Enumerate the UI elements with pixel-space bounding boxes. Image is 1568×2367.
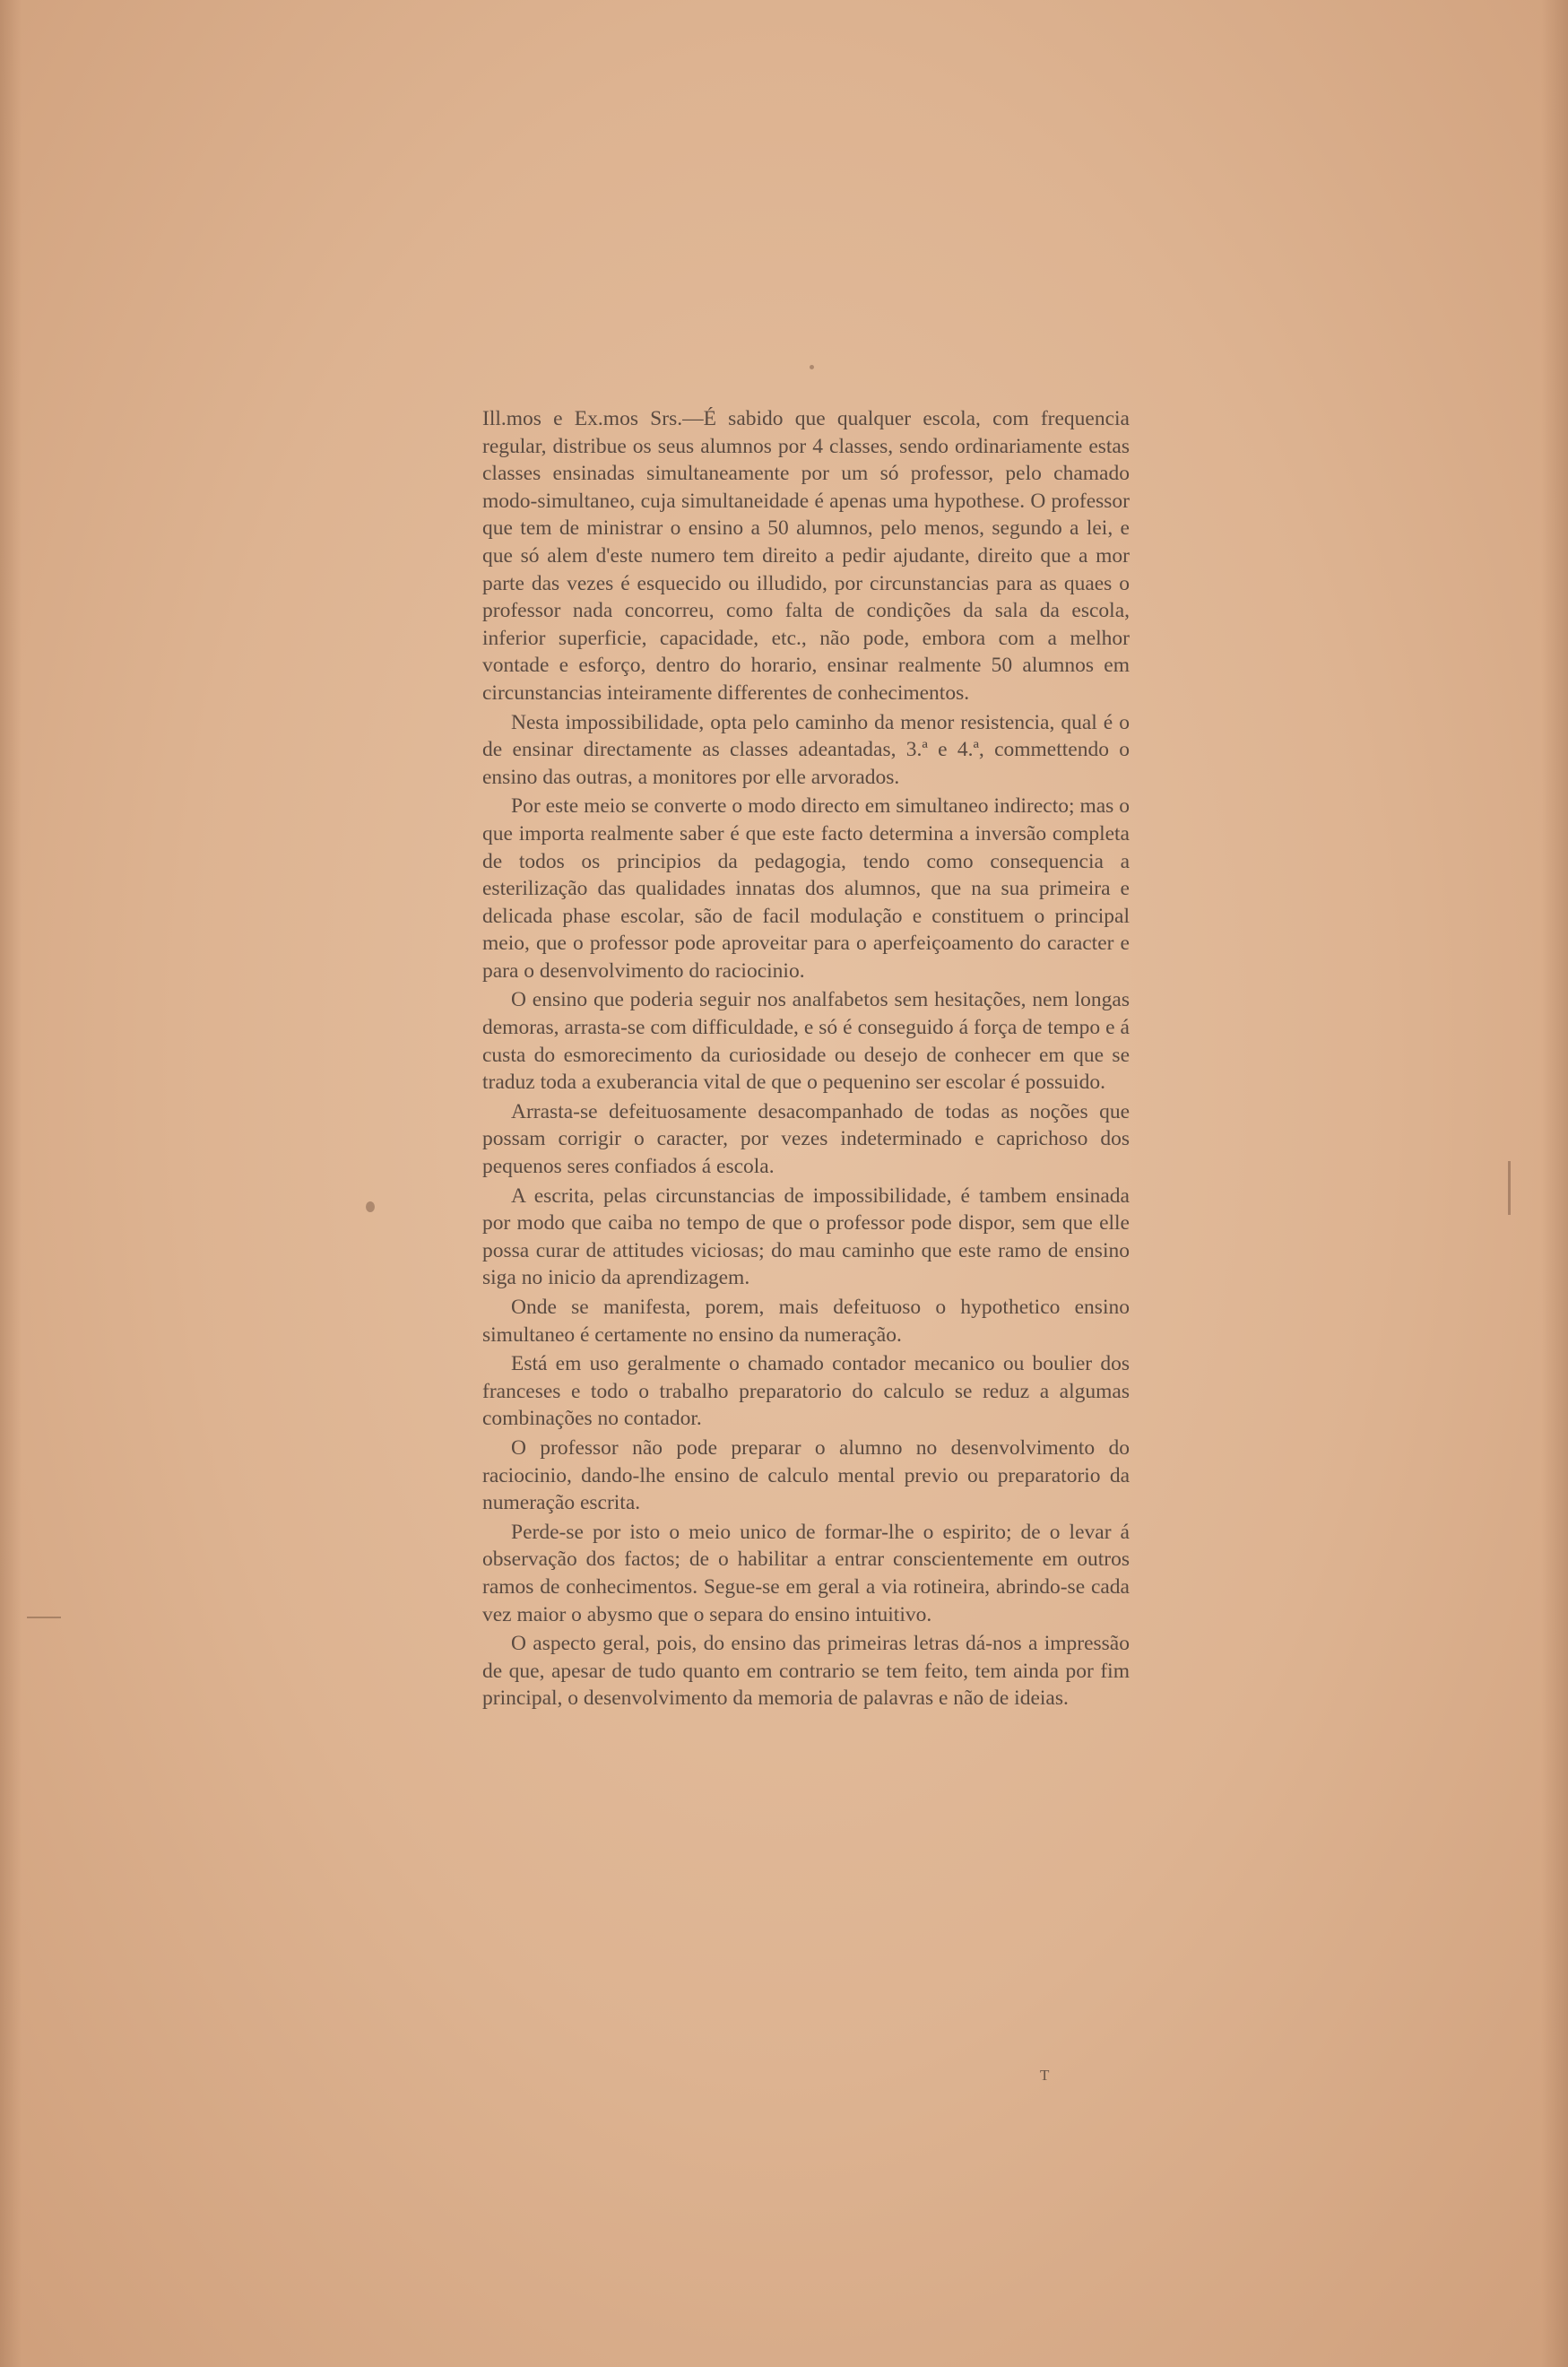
paragraph: Por este meio se converte o modo directo em simultaneo indirecto; mas o que importa realmente saber é que este facto determina a inversão completa de todos os principios da pedagogia, tendo como consequencia a esterilização das qualidades innatas dos alumnos, que na sua primeira e delicada phase escolar, são de facil modulação e constituem o principal meio, que o professor pode aproveitar para o aperfeiçoamento do caracter e para o desenvolvimento do raciocinio. <box>482 794 1130 983</box>
paragraph: Está em uso geralmente o chamado contador mecanico ou boulier dos franceses e todo o trabalho preparatorio do calculo se reduz a algumas combinações no contador. <box>482 1352 1130 1431</box>
page-scratch <box>1508 1161 1511 1215</box>
paragraph: O ensino que poderia seguir nos analfabetos sem hesitações, nem longas demoras, arrasta-se com difficuldade, e só é conseguido á força de tempo e á custa do esmorecimento da curiosidade ou desejo de conhecer em que se traduz toda a exuberancia vital de que o pequenino ser escolar é possuido. <box>482 988 1130 1095</box>
page-edge-right <box>1541 0 1568 2367</box>
paragraph: O aspecto geral, pois, do ensino das primeiras letras dá-nos a impressão de que, apesar de tudo quanto em contrario se tem feito, tem ainda por fim principal, o desenvolvimento da memoria de palavras e não de ideias. <box>482 1632 1130 1711</box>
paragraph: Perde-se por isto o meio unico de formar-lhe o espirito; de o levar á observação dos factos; de o habilitar a entrar conscientemente em outros ramos de conhecimentos. Segue-se em geral a via rotineira, abrindo-se cada vez maior o abysmo que o separa do ensino intuitivo. <box>482 1520 1130 1626</box>
page-scratch <box>27 1617 61 1618</box>
stain-spot <box>810 365 814 369</box>
paragraph: Nesta impossibilidade, opta pelo caminho da menor resistencia, qual é o de ensinar directamente as classes adeantadas, 3.ª e 4.ª, commettendo o ensino das outras, a monitores por elle arvorados. <box>482 710 1130 789</box>
page-edge-left <box>0 0 22 2367</box>
paragraph: A escrita, pelas circunstancias de impossibilidade, é tambem ensinada por modo que caiba no tempo de que o professor pode dispor, sem que elle possa curar de attitudes viciosas; do mau caminho que este ramo de ensino siga no inicio da aprendizagem. <box>482 1184 1130 1290</box>
paragraph: Onde se manifesta, porem, mais defeituoso o hypothetico ensino simultaneo é certamente no ensino da numeração. <box>482 1296 1130 1347</box>
stain-spot <box>366 1201 375 1212</box>
body-text <box>482 405 1130 1714</box>
paragraph: Arrasta-se defeituosamente desacompanhado de todas as noções que possam corrigir o caracter, por vezes indeterminado e caprichoso dos pequenos seres confiados á escola. <box>482 1099 1130 1179</box>
signature-marker: T <box>1040 2067 1050 2084</box>
paragraph: O professor não pode preparar o alumno no desenvolvimento do raciocinio, dando-lhe ensino de calculo mental previo ou preparatorio da numeração escrita. <box>482 1435 1130 1515</box>
paragraph: Ill.mos e Ex.mos Srs.—É sabido que qualquer escola, com frequencia regular, distribue os seus alumnos por 4 classes, sendo ordinariamente estas classes ensinadas simultaneamente por um só professor, pelo chamado modo-simultaneo, cuja simultaneidade é apenas uma hypothese. O professor que tem de ministrar o ensino a 50 alumnos, pelo menos, segundo a lei, e que só alem d'este numero tem direito a pedir ajudante, direito que a mor parte das vezes é esquecido ou illudido, por circunstancias para as quaes o professor nada concorreu, como falta de condições da sala da escola, inferior superficie, capacidade, etc., não pode, embora com a melhor vontade e esforço, dentro do horario, ensinar realmente 50 alumnos em circunstancias inteiramente differentes de conhecimentos. <box>482 407 1130 705</box>
